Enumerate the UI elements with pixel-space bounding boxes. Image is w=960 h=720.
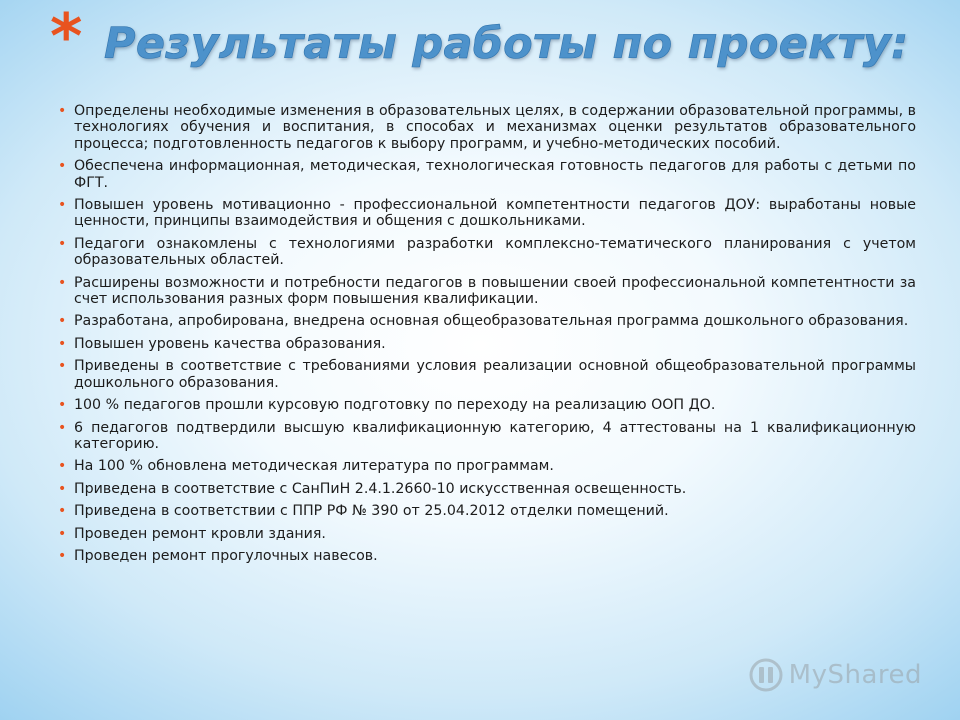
bullet-text: Обеспечена информационная, методическая, технологическая готовность педагогов для работы с детьми по ФГТ. [74,158,916,191]
bullet-item [58,236,916,269]
bullet-icon: • [58,458,67,475]
bullet-text: Разработана, апробирована, внедрена основная общеобразовательная программа дошкольного образования. [74,313,909,330]
bullet-text: Определены необходимые изменения в образовательных целях, в содержании образовательной программы, в технологиях обучения и воспитания, в способах и механизмах оценки результатов образовательного процесса; подготовленность педагогов к выбору программ, и учебно-методических пособий. [74,103,916,152]
bullet-text: Проведен ремонт прогулочных навесов. [74,547,378,564]
myshared-logo-icon [749,658,783,692]
bullet-icon: • [58,235,67,252]
bullet-icon: • [58,103,67,119]
bullet-text: 6 педагогов подтвердили высшую квалификационную категорию, 4 аттестованы на 1 квалификационную категорию. [74,419,916,452]
bullet-item [58,103,916,152]
bullet-text: Проведен ремонт кровли здания. [74,525,326,542]
bullet-icon: • [58,358,67,375]
star-icon: * [50,0,83,73]
bullet-text: Повышен уровень качества образования. [74,335,386,352]
bullet-item [58,336,916,352]
watermark-text: MyShared [788,660,922,690]
bullet-icon: • [58,419,67,436]
bullet-text: Повышен уровень мотивационно - профессиональной компетентности педагогов ДОУ: выработаны новые ценности, принципы взаимодействия и общения с дошкольниками. [74,197,916,230]
bullet-icon: • [58,158,67,175]
bullet-icon: • [58,274,67,291]
bullet-item [58,458,916,474]
bullet-icon: • [58,547,67,564]
bullet-item [58,526,916,542]
bullet-text: Приведены в соответствие с требованиями условия реализации основной общеобразовательной программы дошкольного образования. [74,358,916,391]
bullet-item [58,503,916,519]
bullet-item [58,313,916,329]
bullet-text: Приведена в соответствии с ППР РФ № 390 от 25.04.2012 отделки помещений. [74,503,669,520]
bullet-icon: • [58,313,67,330]
bullet-item [58,548,916,564]
bullet-item [58,481,916,497]
bullet-icon: • [58,397,67,414]
bullet-icon: • [58,335,67,352]
bullet-icon: • [58,197,67,214]
bullet-item [58,197,916,230]
bullet-item [58,275,916,308]
bullet-item [58,158,916,191]
bullet-text: Приведена в соответствие с СанПиН 2.4.1.2660-10 искусственная освещенность. [74,480,687,497]
bullet-item [58,397,916,413]
bullet-text: Педагоги ознакомлены с технологиями разработки комплексно-тематического планирования с учетом образовательных областей. [74,235,916,269]
bullet-icon: • [58,525,67,542]
bullet-item [58,420,916,453]
slide-title: Результаты работы по проекту: [104,19,909,69]
bullet-list [58,103,916,570]
bullet-icon: • [58,503,67,520]
bullet-item [58,358,916,391]
bullet-text: 100 % педагогов прошли курсовую подготовку по переходу на реализацию ООП ДО. [74,397,716,414]
watermark [749,658,922,692]
bullet-icon: • [58,480,67,497]
bullet-text: На 100 % обновлена методическая литература по программам. [74,458,554,475]
bullet-text: Расширены возможности и потребности педагогов в повышении своей профессиональной компетентности за счет использования разных форм повышения квалификации. [74,274,916,308]
